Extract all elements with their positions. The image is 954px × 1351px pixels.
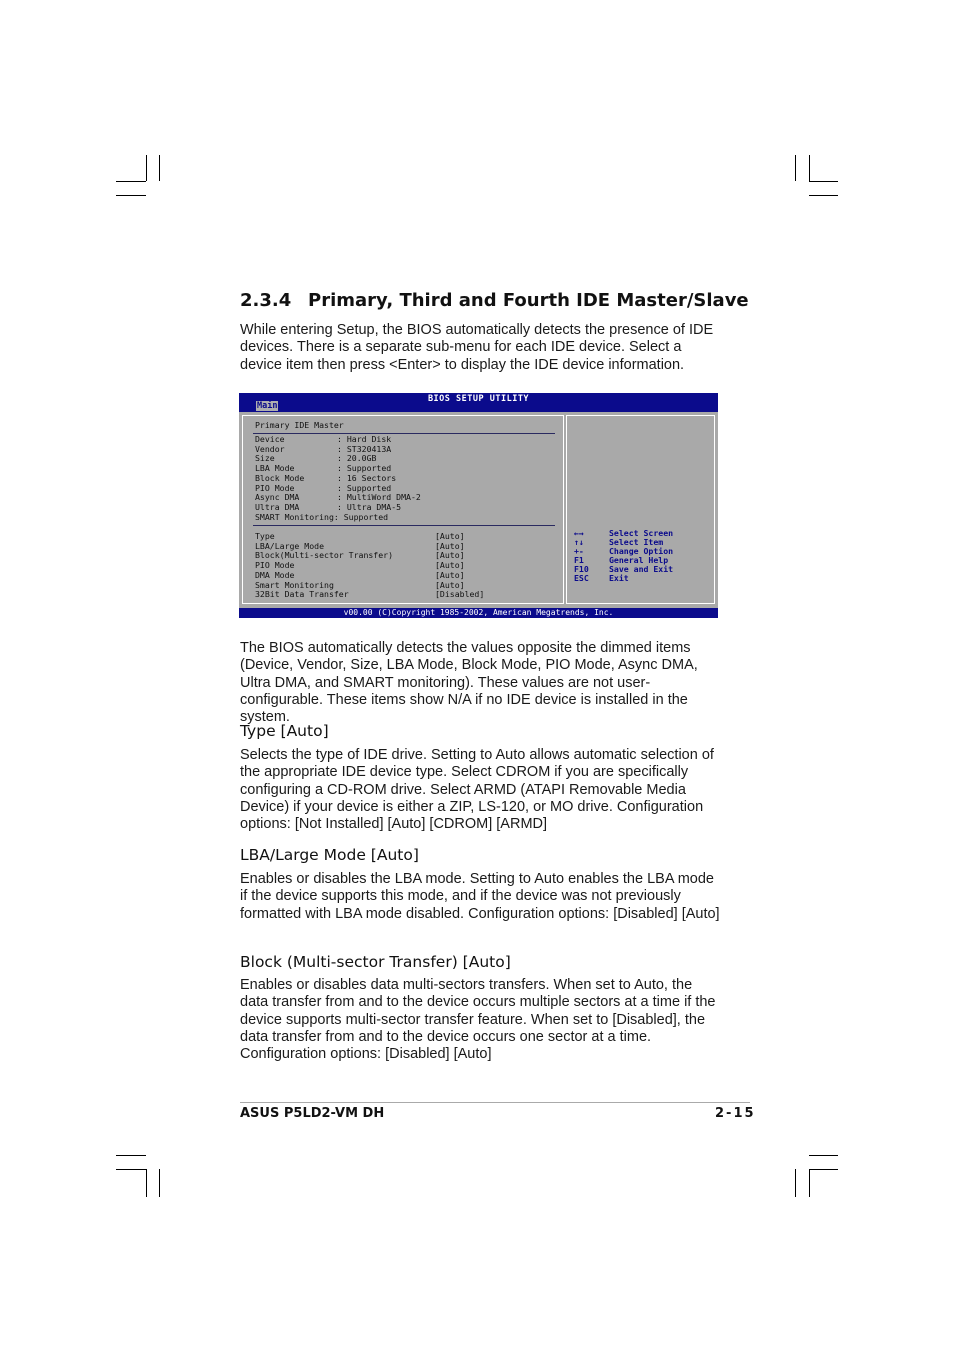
bios-divider [253,525,555,526]
smart-monitoring-info: SMART Monitoring: Supported [255,511,389,522]
key-action: Change Option [609,546,674,556]
setting-label[interactable]: Smart Monitoring [255,579,334,590]
info-label: Block Mode [255,472,305,483]
key-f10: F10 [574,564,589,574]
bios-screen [239,393,718,618]
setting-label[interactable]: Block(Multi-sector Transfer) [255,550,394,561]
setting-value[interactable]: [Auto] [435,569,465,580]
info-value: : 20.0GB [337,453,377,464]
detection-paragraph: The BIOS automatically detects the values opposite the dimmed items (Device, Vendor, Size, LBA Mode, Block Mode, PIO Mode, Async DMA, Ultra DMA, and SMART monitoring). These values are not user-configurable. These items show N/A if no IDE device is installed in the system. [240,640,698,726]
bios-divider [253,433,555,434]
intro-paragraph: While entering Setup, the BIOS automatically detects the presence of IDE devices. There is a separate sub-menu for each IDE device. Select a device item then press <Enter> to display the IDE device information. [240,322,714,373]
type-paragraph: Selects the type of IDE drive. Setting to Auto allows automatic selection of the appropriate IDE device type. Select CDROM if you are specifically configuring a CD-ROM drive. Select ARMD (ATAPI Removable Media Device) if your device is either a ZIP, LS-120, or MO drive. Configuration options: [Not Installed] [Auto] [CDROM] [ARMD] [240,747,714,833]
info-label: Device [255,434,285,444]
setting-label[interactable]: PIO Mode [255,560,295,571]
setting-value[interactable]: [Auto] [435,579,465,590]
lba-heading: LBA/Large Mode [Auto] [240,846,419,864]
key-action: Select Screen [609,528,674,538]
bios-title: BIOS SETUP UTILITY [427,394,530,404]
info-value: : ST320413A [337,443,392,454]
setting-value[interactable]: [Disabled] [435,589,485,600]
info-label: Async DMA [255,492,300,503]
block-heading: Block (Multi-sector Transfer) [Auto] [240,953,511,971]
bios-tab-main[interactable]: Main [257,401,278,411]
info-label: LBA Mode [255,463,295,474]
bios-help-panel [566,415,715,604]
key-esc: ESC [574,573,589,583]
setting-value[interactable]: [Auto] [435,531,465,541]
type-heading: Type [Auto] [240,722,329,740]
footer-page-number: 2-15 [715,1106,756,1121]
footer-product: ASUS P5LD2-VM DH [240,1106,385,1121]
section-title-text: Primary, Third and Fourth IDE Master/Slave [308,290,749,311]
setting-label[interactable]: DMA Mode [255,569,295,580]
info-value: : Supported [337,463,392,474]
bios-left-panel [242,415,564,604]
info-value: : 16 Sectors [337,472,397,483]
key-action: Save and Exit [609,564,674,574]
info-value: : Ultra DMA-5 [337,501,402,512]
key-action: General Help [609,555,669,565]
info-label: Vendor [255,443,285,454]
info-label: PIO Mode [255,482,295,493]
section-title [240,290,749,311]
setting-value[interactable]: [Auto] [435,560,465,571]
key-arrows-ud: ↑↓ [574,537,584,547]
info-label: Ultra DMA [255,501,300,512]
key-action: Select Item [609,537,664,547]
setting-label[interactable]: LBA/Large Mode [255,540,325,551]
setting-value[interactable]: [Auto] [435,540,465,551]
info-value: : MultiWord DMA-2 [337,492,421,503]
key-f1: F1 [574,555,584,565]
info-label: Size [255,453,275,464]
key-arrows-lr: ←→ [574,528,584,538]
key-plus-minus: +- [574,546,584,556]
block-paragraph: Enables or disables data multi-sectors transfers. When set to Auto, the data transfer from and to the device occurs multiple sectors at a time if the device supports multi-sector transfer feature. When set to [Disabled], the data transfer from and to the device occurs one sector at a time. Configuration options: [Disabled] [Auto] [240,977,716,1063]
footer-rule [240,1102,750,1103]
info-value: : Hard Disk [337,434,392,444]
info-value: : Supported [337,482,392,493]
setting-label[interactable]: Type [255,531,275,541]
bios-panel-title: Primary IDE Master [255,420,344,430]
bios-copyright: v00.00 (C)Copyright 1985-2002, American Megatrends, Inc. [239,608,718,618]
setting-value[interactable]: [Auto] [435,550,465,561]
lba-paragraph: Enables or disables the LBA mode. Setting to Auto enables the LBA mode if the device supports this mode, and if the device was not previously formatted with LBA mode disabled. Configuration options: [Disabled] [Auto] [240,871,720,922]
bios-header-bar [239,393,718,412]
section-number: 2.3.4 [240,290,292,311]
setting-label[interactable]: 32Bit Data Transfer [255,589,349,600]
key-action: Exit [609,573,629,583]
